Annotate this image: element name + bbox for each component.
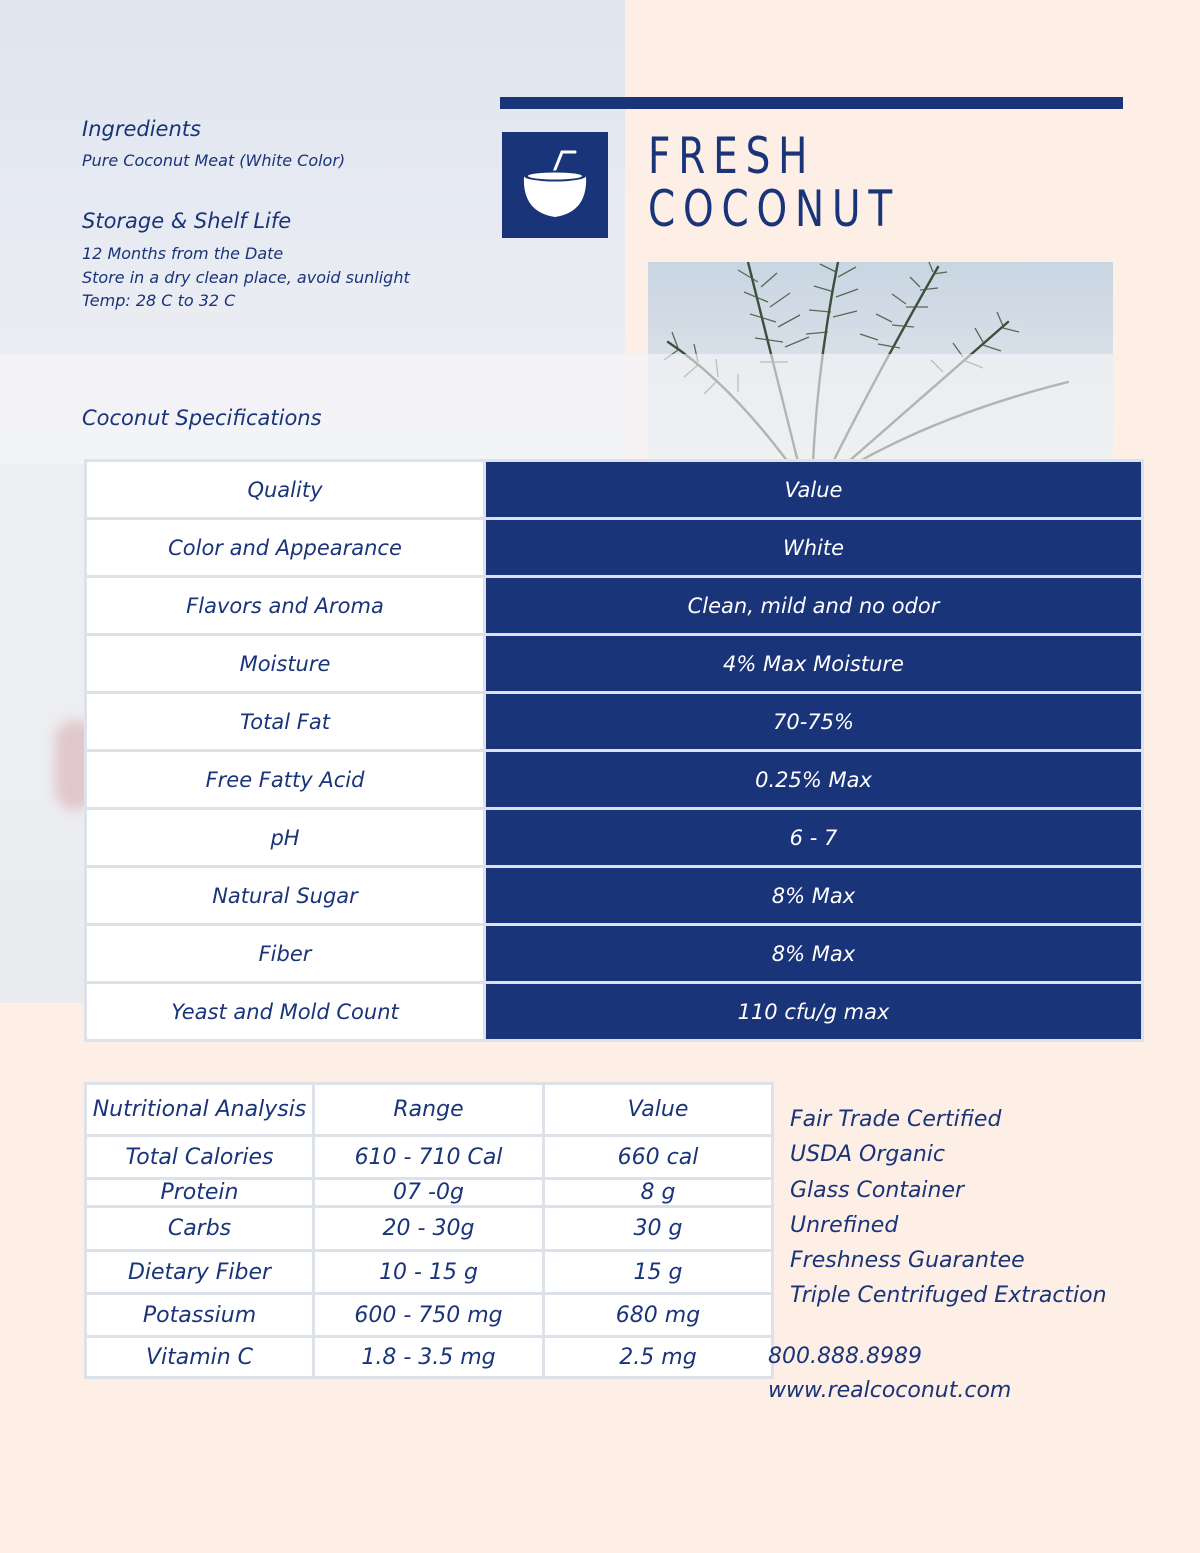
- quality-cell: Natural Sugar: [87, 868, 483, 923]
- nutrient-range: 10 - 15 g: [315, 1252, 542, 1292]
- storage-heading: Storage & Shelf Life: [82, 209, 292, 233]
- nutrient-range: 610 - 710 Cal: [315, 1137, 542, 1177]
- table-header-row: [87, 462, 1141, 517]
- value-cell: 110 cfu/g max: [486, 984, 1141, 1039]
- page-title: [648, 127, 901, 238]
- quality-cell: Fiber: [87, 926, 483, 981]
- value-cell: 0.25% Max: [486, 752, 1141, 807]
- storage-line: Temp: 28 C to 32 C: [82, 291, 236, 310]
- value-cell: 8% Max: [486, 868, 1141, 923]
- logo: [502, 132, 608, 238]
- nutrient-value: 15 g: [545, 1252, 771, 1292]
- nutrient-value: 660 cal: [545, 1137, 771, 1177]
- certifications-list: [790, 1102, 1107, 1314]
- table-row: [87, 694, 1141, 749]
- quality-cell: Color and Appearance: [87, 520, 483, 575]
- table-row: [87, 984, 1141, 1039]
- table-row: [87, 1180, 771, 1205]
- header-value: Value: [545, 1085, 771, 1134]
- nutrient-range: 600 - 750 mg: [315, 1295, 542, 1335]
- specifications-heading: Coconut Specifications: [82, 406, 322, 430]
- nutrient-name: Carbs: [87, 1208, 312, 1249]
- nutrient-name: Dietary Fiber: [87, 1252, 312, 1292]
- certification-item: Freshness Guarantee: [790, 1248, 1025, 1274]
- table-header-row: [87, 1085, 771, 1134]
- quality-cell: Moisture: [87, 636, 483, 691]
- quality-cell: Flavors and Aroma: [87, 578, 483, 633]
- nutrient-value: 680 mg: [545, 1295, 771, 1335]
- specifications-table: [84, 459, 1144, 1042]
- storage-lines: [82, 242, 410, 313]
- title-line-1: FRESH: [648, 127, 816, 185]
- table-row: [87, 926, 1141, 981]
- table-row: [87, 752, 1141, 807]
- table-row: [87, 1252, 771, 1292]
- table-row: [87, 1137, 771, 1177]
- value-cell: 70-75%: [486, 694, 1141, 749]
- table-row: [87, 578, 1141, 633]
- nutrition-table: [84, 1082, 774, 1379]
- quality-cell: Total Fat: [87, 694, 483, 749]
- value-cell: White: [486, 520, 1141, 575]
- header-nutritional-analysis: Nutritional Analysis: [87, 1085, 312, 1134]
- header-rule: [500, 97, 1123, 109]
- value-cell: 6 - 7: [486, 810, 1141, 865]
- contact-phone: 800.888.8989: [768, 1344, 922, 1369]
- nutrient-value: 8 g: [545, 1180, 771, 1205]
- header-quality: Quality: [87, 462, 483, 517]
- nutrient-name: Potassium: [87, 1295, 312, 1335]
- nutrient-range: 20 - 30g: [315, 1208, 542, 1249]
- table-row: [87, 520, 1141, 575]
- coconut-drink-icon: [502, 132, 608, 238]
- table-row: [87, 1208, 771, 1249]
- nutrient-value: 30 g: [545, 1208, 771, 1249]
- nutrient-name: Protein: [87, 1180, 312, 1205]
- value-cell: Clean, mild and no odor: [486, 578, 1141, 633]
- certification-item: USDA Organic: [790, 1142, 946, 1168]
- certification-item: Triple Centrifuged Extraction: [790, 1283, 1107, 1309]
- table-row: [87, 1338, 771, 1376]
- table-row: [87, 1295, 771, 1335]
- ingredients-heading: Ingredients: [82, 117, 201, 141]
- value-cell: 4% Max Moisture: [486, 636, 1141, 691]
- quality-cell: pH: [87, 810, 483, 865]
- nutrient-name: Total Calories: [87, 1137, 312, 1177]
- storage-line: 12 Months from the Date: [82, 244, 284, 263]
- storage-line: Store in a dry clean place, avoid sunlight: [82, 267, 410, 287]
- quality-cell: Yeast and Mold Count: [87, 984, 483, 1039]
- table-row: [87, 868, 1141, 923]
- value-cell: 8% Max: [486, 926, 1141, 981]
- ingredients-text: Pure Coconut Meat (White Color): [82, 151, 346, 170]
- table-row: [87, 636, 1141, 691]
- certification-item: Glass Container: [790, 1177, 965, 1203]
- title-line-2: COCONUT: [648, 180, 901, 238]
- nutrient-range: 07 -0g: [315, 1180, 542, 1205]
- contact-website: www.realcoconut.com: [768, 1378, 1012, 1403]
- nutrient-range: 1.8 - 3.5 mg: [315, 1338, 542, 1376]
- nutrient-name: Vitamin C: [87, 1338, 312, 1376]
- palm-photo: [648, 262, 1113, 462]
- certification-item: Fair Trade Certified: [790, 1107, 1002, 1132]
- header-value: Value: [486, 462, 1141, 517]
- nutrient-value: 2.5 mg: [545, 1338, 771, 1376]
- table-row: [87, 810, 1141, 865]
- certification-item: Unrefined: [790, 1212, 899, 1238]
- palm-photo-veil: [648, 354, 1113, 462]
- quality-cell: Free Fatty Acid: [87, 752, 483, 807]
- header-range: Range: [315, 1085, 542, 1134]
